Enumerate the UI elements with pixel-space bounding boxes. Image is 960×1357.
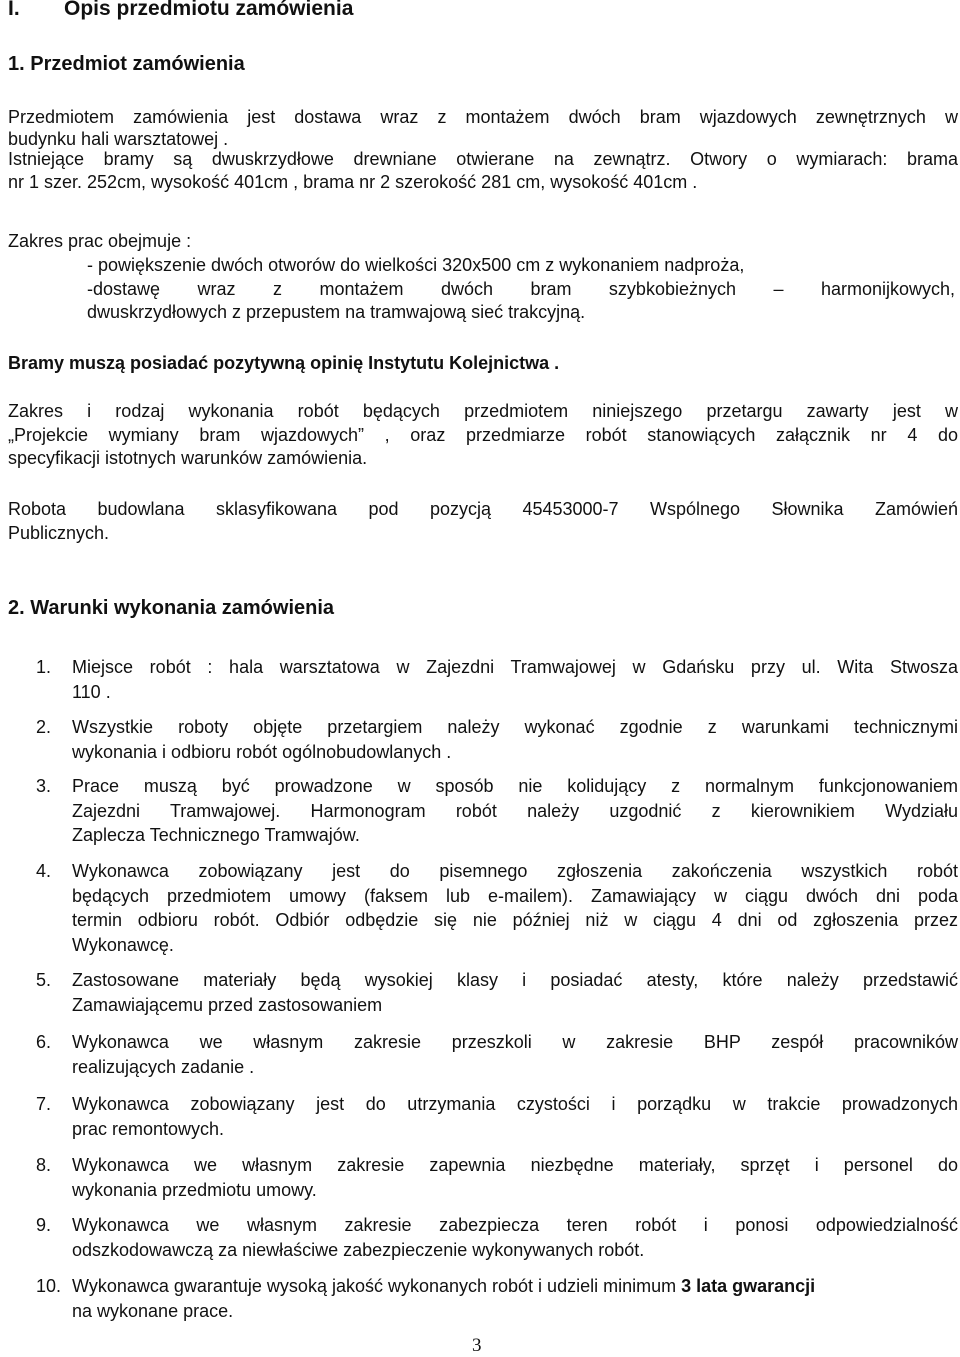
list-item-text bbox=[72, 715, 958, 764]
list-item-line: Zamawiającemu przed zastosowaniem bbox=[72, 994, 383, 1015]
list-item-line: Wykonawcę. bbox=[72, 934, 174, 955]
list-item-line: termin odbioru robót. Odbiór odbędzie się nie później niż w ciągu 4 dni od zgłoszenia przez bbox=[72, 910, 958, 930]
range-line: specyfikacji istotnych warunków zamówienia. bbox=[8, 448, 368, 468]
list-item-line: realizujących zadanie . bbox=[72, 1056, 255, 1077]
scope-line: -dostawę wraz z montażem dwóch bram szybkobieżnych – harmonijkowych, bbox=[87, 278, 955, 299]
list-item-text bbox=[72, 1213, 958, 1262]
list-item-text bbox=[72, 1092, 958, 1141]
list-item-line: na wykonane prace. bbox=[72, 1300, 234, 1321]
list-item-line bbox=[72, 1274, 958, 1299]
section-1-title: 1. Przedmiot zamówienia bbox=[8, 53, 245, 75]
list-item-line: Wykonawca we własnym zakresie zabezpiecza teren robót i ponosi odpowiedzialność bbox=[72, 1215, 958, 1235]
list-item-line: 110 . bbox=[72, 681, 111, 702]
intro-line: budynku hali warsztatowej . bbox=[8, 128, 229, 149]
intro-paragraph bbox=[8, 106, 958, 195]
bold-note: Bramy muszą posiadać pozytywną opinię Instytutu Kolejnictwa . bbox=[8, 353, 560, 373]
list-item-line: Prace muszą być prowadzone w sposób nie kolidujący z normalnym funkcjonowaniem bbox=[72, 776, 958, 796]
list-item-line: wykonania przedmiotu umowy. bbox=[72, 1179, 317, 1200]
range-line: Zakres i rodzaj wykonania robót będących przedmiotem niniejszego przetargu zawarty jest w bbox=[8, 401, 958, 421]
list-item-line: Wykonawca we własnym zakresie przeszkoli w zakresie BHP zespół pracowników bbox=[72, 1032, 958, 1052]
heading-number: I. bbox=[8, 0, 20, 20]
list-item-number: 10. bbox=[36, 1276, 62, 1296]
range-paragraph bbox=[8, 400, 958, 471]
scope-line: dwuskrzydłowych z przepustem na tramwajową sieć trakcyjną. bbox=[87, 302, 586, 322]
intro-line: Istniejące bramy są dwuskrzydłowe drewniane otwierane na zewnątrz. Otwory o wymiarach: brama bbox=[8, 148, 958, 169]
list-item-number: 1. bbox=[36, 657, 52, 677]
list-item-line: Zaplecza Technicznego Tramwajów. bbox=[72, 825, 360, 845]
intro-line: nr 1 szer. 252cm, wysokość 401cm , brama nr 2 szerokość 281 cm, wysokość 401cm . bbox=[8, 172, 698, 192]
list-item-number: 7. bbox=[36, 1094, 52, 1114]
main-heading bbox=[8, 0, 353, 21]
list-item-text bbox=[72, 655, 958, 704]
page-number: 3 bbox=[472, 1335, 482, 1356]
list-item-line: Zastosowane materiały będą wysokiej klasy i posiadać atesty, które należy przedstawić bbox=[72, 970, 958, 990]
cpv-line: Publicznych. bbox=[8, 522, 110, 543]
list-item-number: 8. bbox=[36, 1155, 52, 1175]
list-item-number: 3. bbox=[36, 776, 52, 796]
cpv-line: Robota budowlana sklasyfikowana pod pozycją 45453000-7 Wspólnego Słownika Zamówień bbox=[8, 499, 958, 519]
list-item-line: będących przedmiotem umowy (faksem lub e-mailem). Zamawiający w ciągu dwóch dni poda bbox=[72, 885, 958, 906]
list-item-line: odszkodowawczą za niewłaściwe zabezpieczenie wykonywanych robót. bbox=[72, 1239, 645, 1260]
list-item-number: 5. bbox=[36, 970, 52, 990]
list-item-number: 2. bbox=[36, 717, 52, 737]
list-item-line: wykonania i odbioru robót ogólnobudowlanych . bbox=[72, 741, 452, 762]
list-item-text bbox=[72, 1274, 958, 1323]
list-item-number: 4. bbox=[36, 861, 52, 881]
heading-title: Opis przedmiotu zamówienia bbox=[64, 0, 354, 20]
list-item-line: prac remontowych. bbox=[72, 1118, 225, 1139]
list-item-line: Wykonawca zobowiązany jest do utrzymania czystości i porządku w trakcie prowadzonych bbox=[72, 1094, 958, 1114]
scope-line: - powiększenie dwóch otworów do wielkości 320x500 cm z wykonaniem nadproża, bbox=[87, 255, 745, 275]
list-item-line: Zajezdni Tramwajowej. Harmonogram robót należy uzgodnić z kierownikiem Wydziału bbox=[72, 800, 958, 821]
section-2-title: 2. Warunki wykonania zamówienia bbox=[8, 597, 335, 619]
scope-list bbox=[87, 254, 955, 325]
list-item-number: 9. bbox=[36, 1215, 52, 1235]
list-item-text bbox=[72, 1153, 958, 1202]
list-item-number: 6. bbox=[36, 1032, 52, 1052]
range-line: „Projekcie wymiany bram wjazdowych” , oraz przedmiarze robót stanowiących załącznik nr 4 do bbox=[8, 424, 958, 445]
scope-label: Zakres prac obejmuje : bbox=[8, 231, 192, 251]
list-item-line: Wykonawca we własnym zakresie zapewnia niezbędne materiały, sprzęt i personel do bbox=[72, 1155, 958, 1175]
warranty-emphasis: 3 lata gwarancji bbox=[681, 1276, 816, 1296]
list-item-line: Wszystkie roboty objęte przetargiem należy wykonać zgodnie z warunkami technicznymi bbox=[72, 717, 958, 737]
list-item-text bbox=[72, 774, 958, 848]
list-item-line: Wykonawca zobowiązany jest do pisemnego zgłoszenia zakończenia wszystkich robót bbox=[72, 861, 958, 881]
list-item-line-text: Wykonawca gwarantuje wysoką jakość wykonanych robót i udzieli minimum bbox=[72, 1276, 682, 1296]
list-item-text bbox=[72, 1030, 958, 1079]
list-item-text bbox=[72, 968, 958, 1017]
list-item-text bbox=[72, 859, 958, 957]
intro-line: Przedmiotem zamówienia jest dostawa wraz z montażem dwóch bram wjazdowych zewnętrznych w bbox=[8, 107, 958, 127]
list-item-line: Miejsce robót : hala warsztatowa w Zajezdni Tramwajowej w Gdańsku przy ul. Wita Stwosza bbox=[72, 657, 958, 677]
cpv-paragraph bbox=[8, 498, 958, 545]
